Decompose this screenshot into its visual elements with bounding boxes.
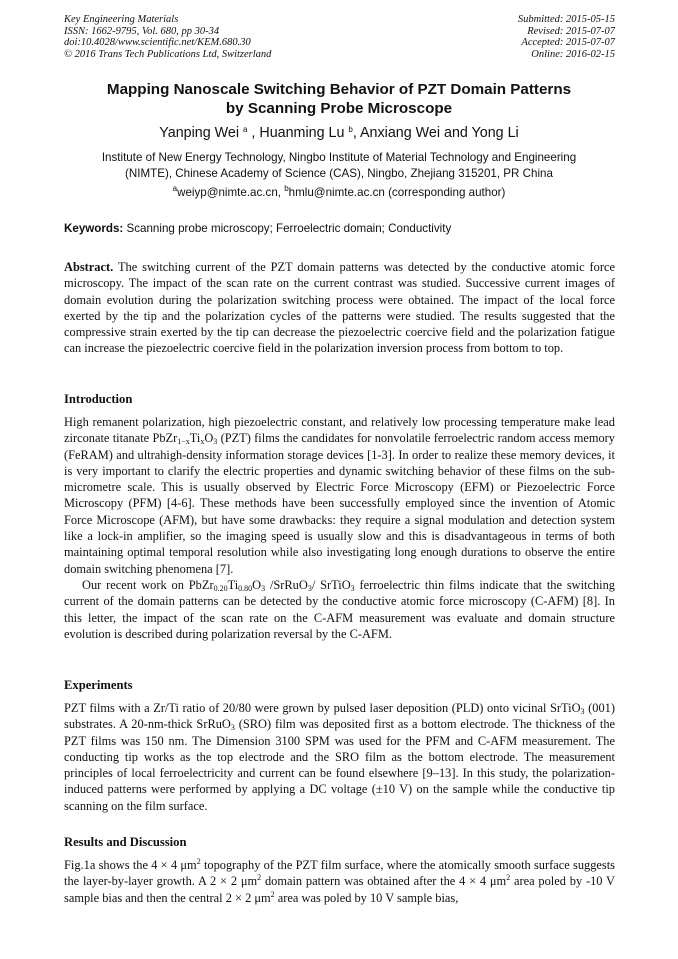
accepted-date: Accepted: 2015-07-07 (521, 37, 615, 49)
title-line-1: Mapping Nanoscale Switching Behavior of PZT Domain Patterns (106, 81, 572, 98)
header-right (518, 14, 615, 60)
journal-name: Key Engineering Materials (64, 14, 179, 25)
keywords-label: Keywords: (64, 222, 124, 235)
author-2-affil-mark: b (348, 125, 353, 134)
introduction-body (64, 414, 615, 642)
affiliation-line-2: (NIMTE), Chinese Academy of Science (CAS), Ningbo, Zhejiang 315201, PR China (125, 166, 553, 180)
header-left (64, 14, 271, 60)
author-2: Huanming Lu (259, 125, 345, 141)
abstract (64, 259, 615, 357)
introduction-heading: Introduction (64, 392, 133, 406)
email-a: weiyp@nimte.ac.cn, (177, 186, 285, 199)
affiliation-line-1: Institute of New Energy Technology, Ningbo Institute of Material Technology and Engineering (101, 151, 577, 164)
revised-date: Revised: 2015-07-07 (527, 25, 615, 37)
experiments-heading: Experiments (64, 678, 133, 692)
introduction-paragraph-2: Our recent work on $PbZr_{0.20}Ti_{0.80}O_3$ /SrRuO$_3$/ SrTiO$_3$ ferroelectric thin films indicate that the switching current of the domain patterns can be detected by the conductive atomic force microscopy (C-AFM) [8]. In this letter, the impact of the scan rate on the C-AFM measurement was evaluate and domain structure evolution is described during polarization reversal by the C-AFM. (64, 577, 616, 641)
online-date: Online: 2016-02-15 (531, 48, 615, 60)
abstract-text: The switching current of the PZT domain patterns was detected by the conductive atomic force microscopy. The impact of the scan rate on the current contrast was studied. Successive current images of domain evolution during the polarization switching process were obtained. The impact of the local force exerted by the tip and the polarization cycles of the patterns were studied. The results suggested that the compressive strain exerted by the tip can decrease the piezoelectric coercive field and the polarization fatigue can increase the piezoelectric coercive field in the polarization inversion process from bottom to top. (64, 260, 615, 356)
email-a-mark: a (172, 184, 178, 193)
author-emails (55, 185, 623, 201)
keywords-text: Scanning probe microscopy; Ferroelectric domain; Conductivity (123, 222, 452, 235)
results-heading: Results and Discussion (64, 835, 187, 849)
title-line-2: by Scanning Probe Microscope (225, 100, 453, 117)
introduction-paragraph-1: High remanent polarization, high piezoelectric constant, and relatively low processing temperature make lead zirconate titanate $PbZr_{1-x}Ti_xO_3$ (PZT) films the candidates for nonvolatile ferroelectric random access memory (FeRAM) and ultrahigh-density information storage devices [1-3]. In order to realize these memory devices, it is very important to clarify the electric properties and dynamic switching behavior of these films on the sub-micrometre scale. This is usually observed by Electric Force Microscopy (EFM) or Piezoelectric Force Microscopy (PFM) [4-6]. These methods have been successfully employed since the invention of Atomic Force Microscope (AFM), but have some drawbacks: they require a signal modulation and detection system like a lock-in amplifier, so the imaging speed is usually slow and this is disadvantageous in terms of both maintaining optimal temporal resolution while also investigating long enough durations to observe the entire domain switching phenomena [7]. (64, 415, 615, 576)
affiliation (55, 150, 623, 181)
other-authors: Anxiang Wei and Yong Li (360, 125, 519, 141)
doi: doi:10.4028/www.scientific.net/KEM.680.30 (64, 37, 251, 49)
keywords (64, 221, 624, 236)
experiments-body: PZT films with a Zr/Ti ratio of 20/80 were grown by pulsed laser deposition (PLD) onto vicinal SrTiO$_3$ (001) substrates. A 20-nm-thick SrRuO$_3$ (SRO) film was deposited first as a bottom electrode. The thickness of the PZT films was 150 nm. The Dimension 3100 SPM was used for the PFM and C-AFM measurement. The conducting tip works as the top electrode and the SRO film as the bottom electrode. The measurement principles of local ferroelectricity and current can be found elsewhere [9–13]. In this study, the polarization-induced patterns were performed by applying a DC voltage (±10 V) on the sample while the conductive tip scanning on the film surface. (64, 701, 616, 813)
results-body: Fig.1a shows the 4 × 4 $\mu m^2$ topography of the PZT film surface, where the atomically smooth surface suggests the layer-by-layer growth. A 2 × 2 $\mu m^2$ domain pattern was obtained after the 4 × 4 $\mu m^2$ area poled by -10 V sample bias and then the central 2 × 2 $\mu m^2$ area was poled by 10 V sample bias, (64, 857, 616, 905)
submitted-date: Submitted: 2015-05-15 (517, 14, 615, 25)
issn-volume: ISSN: 1662-9795, Vol. 680, pp 30-34 (64, 25, 220, 37)
author-1-affil-mark: a (243, 125, 248, 134)
email-b: hmlu@nimte.ac.cn (corresponding author) (288, 186, 506, 199)
author-1: Yanping Wei (159, 125, 240, 141)
author-list: Yanping Wei $^a$ , Huanming Lu $^b$, Anxiang Wei and Yong Li (159, 125, 519, 141)
abstract-label: Abstract. (64, 260, 114, 274)
paper-title (40, 80, 638, 118)
copyright: © 2016 Trans Tech Publications Ltd, Switzerland (64, 48, 272, 60)
email-b-mark: b (284, 184, 289, 193)
